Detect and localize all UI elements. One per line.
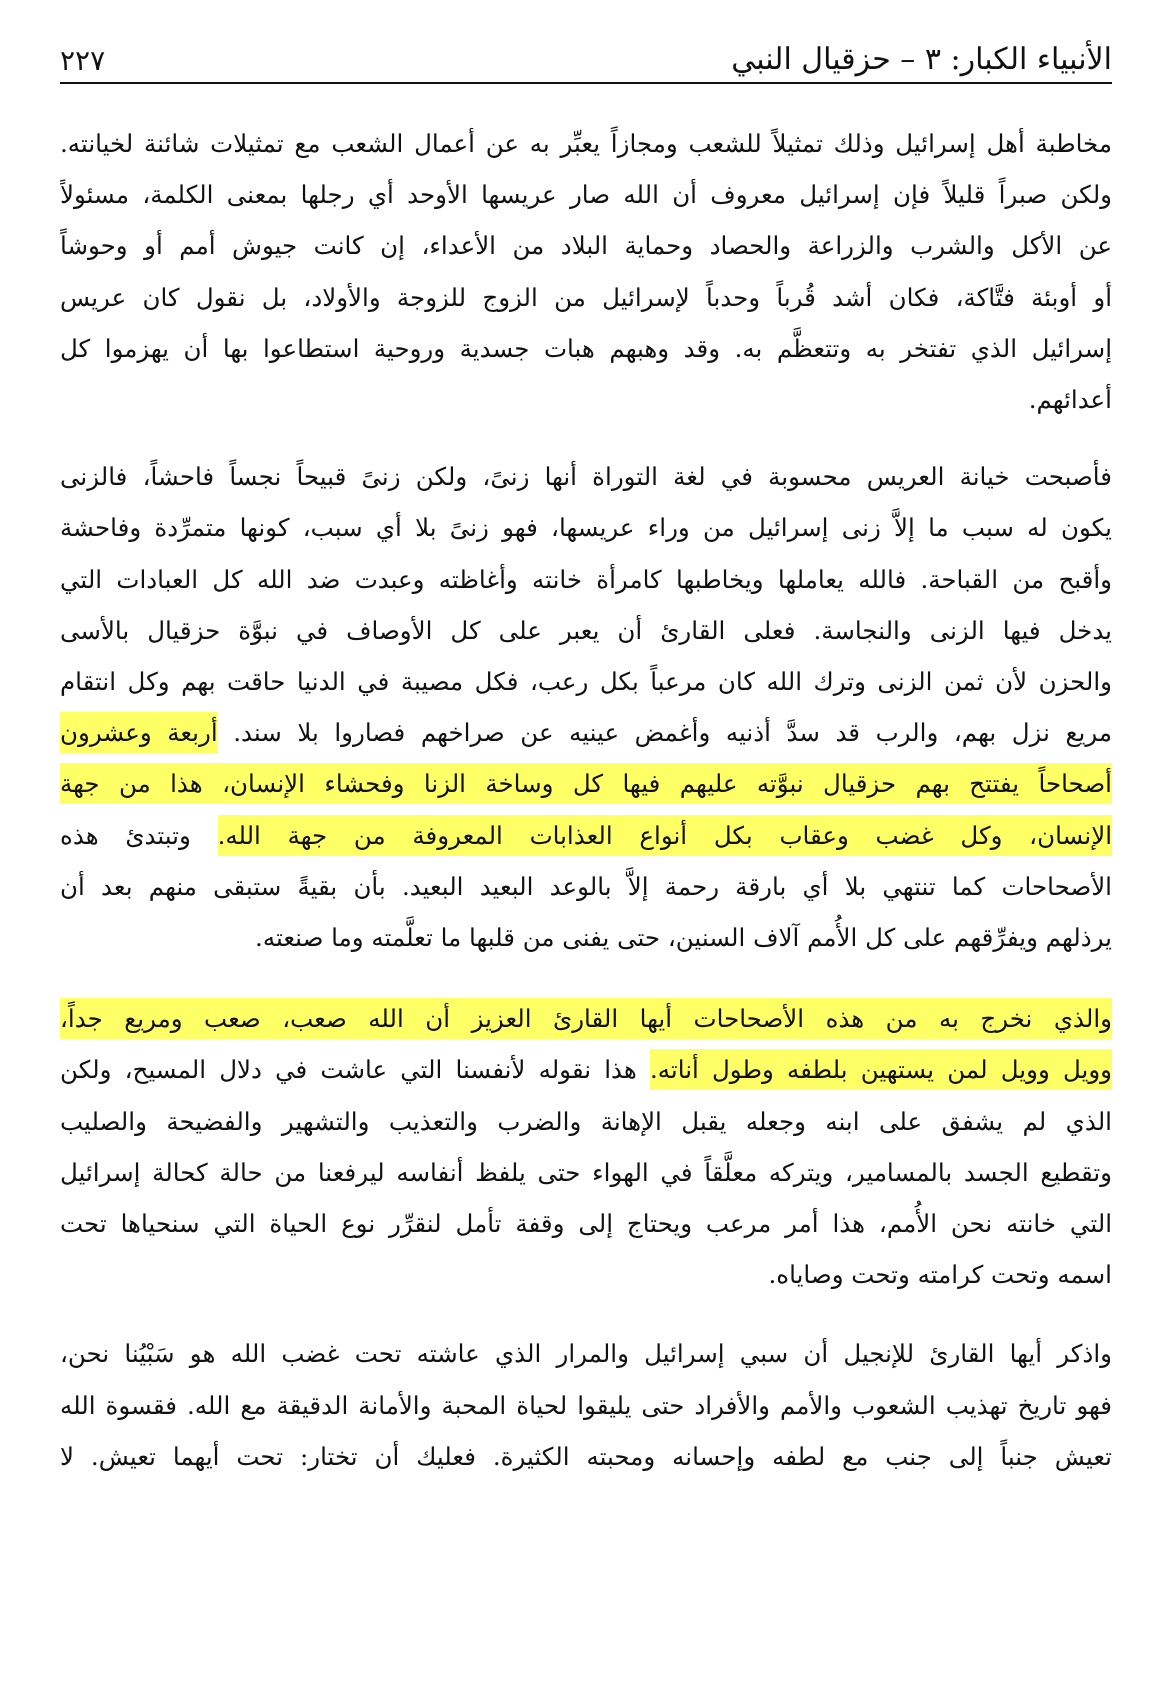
text-line: التي خانته نحن الأُمم، هذا أمر مرعب ويحتاج إلى وقفة تأمل لنقرِّر نوع الحياة التي سنحياها تحت [60, 1209, 1112, 1239]
sentence: مريع نزل بهم، والرب قد سدَّ أذنيه وأغمض عينيه عن صراخهم فصاروا بلا سند. [233, 718, 1112, 748]
paragraph-2 [60, 451, 1112, 963]
text-line: إسرائيل الذي تفتخر به وتتعظَّم به. وقد وهبهم هبات جسدية وروحية استطاعوا بها أن يهزموا كل [60, 333, 1112, 363]
highlighted-text: أصحاحاً يفتتح بهم حزقيال نبوَّته عليهم فيها كل وساخة الزنا وفحشاء الإنسان، هذا من جهة [60, 763, 1112, 804]
text-line: يرذلهم ويفرِّقهم على كل الأُمم آلاف السنين، حتى يفنى من قلبها ما تعلَّمته وما صنعته. [255, 923, 1112, 953]
text-line: وتقطيع الجسد بالمسامير، ويتركه معلَّقاً في الهواء حتى يلفظ أنفاسه ليرفعنا من حالة كحالة إسرائيل [60, 1157, 1112, 1187]
text-line: ولكن صبراً قليلاً فإن إسرائيل معروف أن الله صار عريسها الأوحد أي رجلها بمعنى الكلمة، مسئولاً [60, 180, 1112, 210]
text-line: الأصحاحات كما تنتهي بلا أي بارقة رحمة إلاَّ بالوعد البعيد البعيد. بأن بقيةً ستبقى منهم بعد أن [60, 871, 1112, 901]
page-number: ٢٢٧ [60, 44, 106, 77]
text-line [60, 707, 1112, 758]
text-line: والحزن لأن ثمن الزنى وترك الله كان مرعباً بكل رعب، فكل مصيبة في الدنيا حاقت بهم وكل انتقام [60, 667, 1112, 697]
text-line: أعدائهم. [1028, 385, 1112, 415]
sentence: هذا نقوله لأنفسنا التي عاشت في دلال المسيح، ولكن [60, 1055, 637, 1085]
text-line: اسمه وتحت كرامته وتحت وصاياه. [768, 1260, 1112, 1290]
text-line: الذي لم يشفق على ابنه وجعله يقبل الإهانة والضرب والتعذيب والتشهير والفضيحة والصليب [60, 1106, 1112, 1136]
text-line [60, 810, 1112, 861]
text-line: عن الأكل والشرب والزراعة والحصاد وحماية البلاد من الأعداء، إن كانت جيوش أمم أو وحوشاً [60, 231, 1112, 261]
highlighted-text: وويل وويل لمن يستهين بلطفه وطول أناته. [650, 1049, 1112, 1090]
body-text [60, 118, 1112, 1482]
text-line: تعيش جنباً إلى جنب مع لطفه وإحسانه ومحبته الكثيرة. فعليك أن تختار: تحت أيهما تعيش. لا [60, 1441, 1112, 1471]
text-line: فأصبحت خيانة العريس محسوبة في لغة التوراة أنها زنىً، ولكن زنىً قبيحاً نجساً فاحشاً، فالزنى [60, 462, 1112, 492]
text-line [60, 758, 1112, 809]
highlighted-text: الإنسان، وكل غضب وعقاب بكل أنواع العذابات المعروفة من جهة الله. [218, 815, 1112, 856]
text-line: فهو تاريخ تهذيب الشعوب والأمم والأفراد حتى يليقوا لحياة المحبة والأمانة الدقيقة مع الله. فقسوة الله [60, 1390, 1112, 1420]
sentence: وتبتدئ هذه [60, 820, 191, 850]
paragraph-1 [60, 118, 1112, 425]
page-header [60, 36, 1112, 84]
text-line: يكون له سبب ما إلاَّ زنى إسرائيل من وراء عريسها، فهو زنىً بلا أي سبب، كونها متمرِّدة وفاحشة [60, 513, 1112, 543]
text-line: واذكر أيها القارئ للإنجيل أن سبي إسرائيل والمرار الذي عاشته تحت غضب الله هو سَبْيُنا نحن، [60, 1339, 1112, 1369]
paragraph-3 [60, 993, 1112, 1300]
text-line [60, 993, 1112, 1044]
text-line: مخاطبة أهل إسرائيل وذلك تمثيلاً للشعب ومجازاً يعبِّر به عن أعمال الشعب مع تمثيلات شائنة لخيانته. [60, 129, 1112, 158]
text-line: أو أوبئة فتَّاكة، فكان أشد قُرباً وحدباً لإسرائيل من الزوج للزوجة والأولاد، بل نقول كان عريس [60, 282, 1112, 312]
text-line: يدخل فيها الزنى والنجاسة. فعلى القارئ أن يعبر على كل الأوصاف في نبوَّة حزقيال بالأسى [60, 615, 1112, 645]
running-title: الأنبياء الكبار: ٣ – حزقيال النبي [731, 42, 1112, 77]
paragraph-4 [60, 1328, 1112, 1482]
text-line: وأقبح من القباحة. فالله يعاملها ويخاطبها كامرأة خانته وأغاظته وعبدت ضد الله كل العبادات التي [60, 564, 1112, 594]
highlighted-text: أربعة وعشرون [60, 712, 218, 753]
text-line [60, 1044, 1112, 1095]
highlighted-text: والذي نخرج به من هذه الأصحاحات أيها القارئ العزيز أن الله صعب، صعب ومريع جداً، [60, 998, 1112, 1039]
